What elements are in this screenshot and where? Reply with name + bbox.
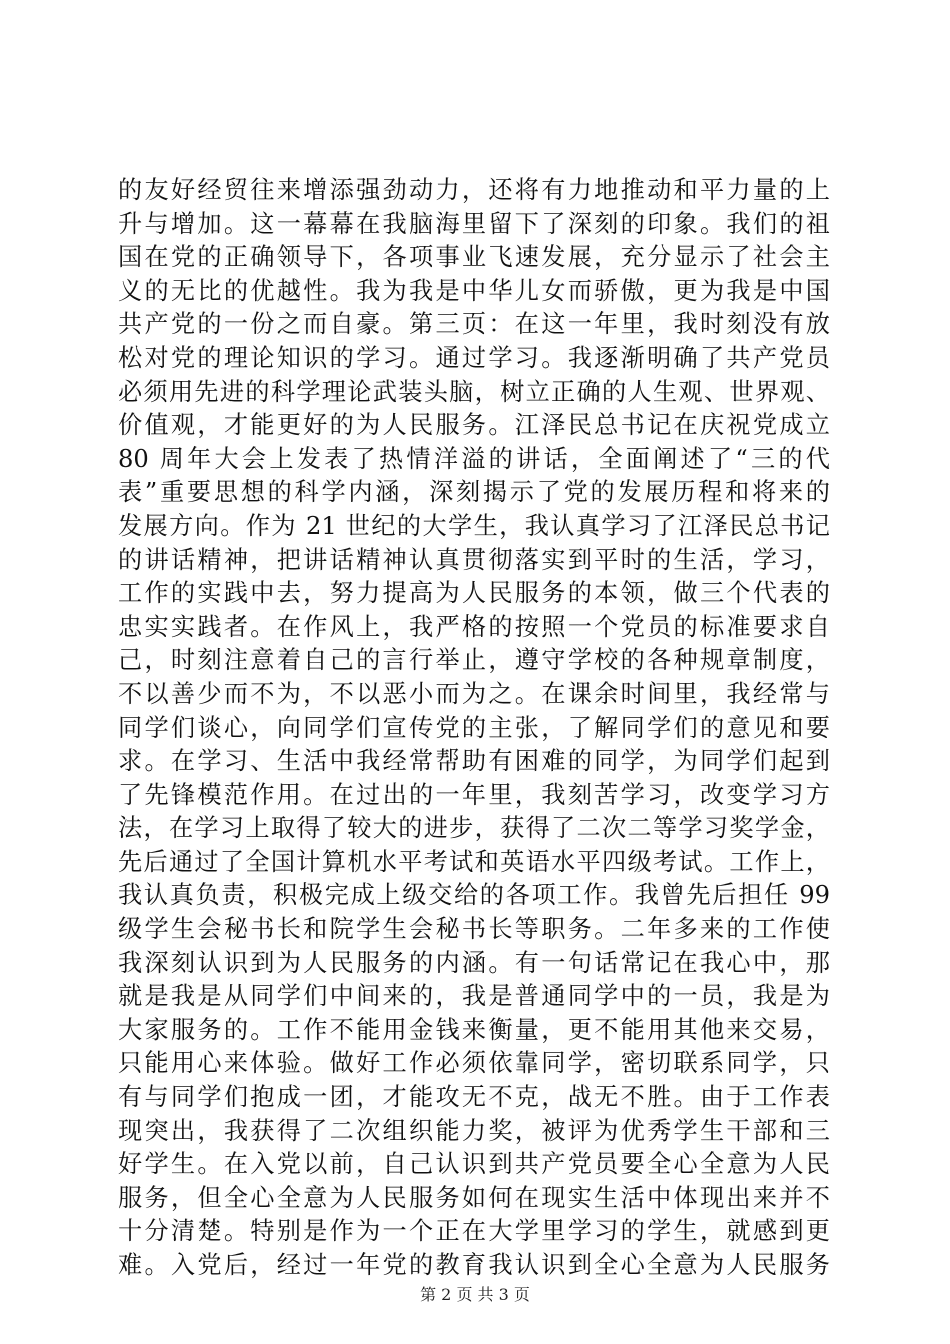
- text-line: 表”重要思想的科学内涵，深刻揭示了党的发展历程和将来的: [118, 478, 830, 507]
- text-line: 己，时刻注意着自己的言行举止，遵守学校的各种规章制度，: [118, 646, 830, 675]
- text-line: 发展方向。作为 21 世纪的大学生，我认真学习了江泽民总书记: [118, 511, 830, 540]
- text-line: 忠实实践者。在作风上，我严格的按照一个党员的标准要求自: [118, 612, 830, 641]
- text-line: 不以善少而不为，不以恶小而为之。在课余时间里，我经常与: [118, 679, 830, 708]
- text-line: 松对党的理论知识的学习。通过学习。我逐渐明确了共产党员: [118, 343, 830, 372]
- text-line: 现突出，我获得了二次组织能力奖，被评为优秀学生干部和三: [118, 1116, 830, 1145]
- text-line: 好学生。在入党以前，自己认识到共产党员要全心全意为人民: [118, 1150, 830, 1179]
- text-line: 十分清楚。特别是作为一个正在大学里学习的学生，就感到更: [118, 1217, 830, 1246]
- body-text: [118, 174, 830, 1283]
- text-line: 国在党的正确领导下，各项事业飞速发展，充分显示了社会主: [118, 243, 830, 272]
- text-line: 升与增加。这一幕幕在我脑海里留下了深刻的印象。我们的祖: [118, 209, 830, 238]
- page-number-label: 第 2 页 共 3 页: [420, 1285, 530, 1304]
- text-line: 了先锋模范作用。在过出的一年里，我刻苦学习，改变学习方: [118, 780, 830, 809]
- text-line: 法，在学习上取得了较大的进步，获得了二次二等学习奖学金，: [118, 814, 830, 843]
- text-line: 有与同学们抱成一团，才能攻无不克，战无不胜。由于工作表: [118, 1083, 830, 1112]
- text-line: 求。在学习、生活中我经常帮助有困难的同学，为同学们起到: [118, 747, 830, 776]
- page-footer: [0, 1284, 950, 1306]
- text-line: 难。入党后，经过一年党的教育我认识到全心全意为人民服务: [118, 1251, 830, 1279]
- text-line: 的友好经贸往来增添强劲动力，还将有力地推动和平力量的上: [118, 176, 830, 204]
- text-line: 级学生会秘书长和院学生会秘书长等职务。二年多来的工作使: [118, 915, 830, 944]
- text-line: 价值观，才能更好的为人民服务。江泽民总书记在庆祝党成立: [118, 411, 830, 440]
- text-line: 大家服务的。工作不能用金钱来衡量，更不能用其他来交易，: [118, 1015, 830, 1044]
- text-line: 义的无比的优越性。我为我是中华儿女而骄傲，更为我是中国: [118, 276, 830, 305]
- text-line: 就是我是从同学们中间来的，我是普通同学中的一员，我是为: [118, 982, 830, 1011]
- text-line: 先后通过了全国计算机水平考试和英语水平四级考试。工作上，: [118, 847, 830, 876]
- text-line: 工作的实践中去，努力提高为人民服务的本领，做三个代表的: [118, 579, 830, 608]
- text-line: 共产党的一份之而自豪。第三页：在这一年里，我时刻没有放: [118, 310, 830, 339]
- text-line: 必须用先进的科学理论武装头脑，树立正确的人生观、世界观、: [118, 377, 830, 406]
- text-line: 的讲话精神，把讲话精神认真贯彻落实到平时的生活，学习，: [118, 545, 830, 574]
- text-line: 我认真负责，积极完成上级交给的各项工作。我曾先后担任 99: [118, 881, 830, 910]
- text-line: 我深刻认识到为人民服务的内涵。有一句话常记在我心中，那: [118, 948, 830, 977]
- text-line: 只能用心来体验。做好工作必须依靠同学，密切联系同学，只: [118, 1049, 830, 1078]
- text-line: 同学们谈心，向同学们宣传党的主张，了解同学们的意见和要: [118, 713, 830, 742]
- text-line: 服务，但全心全意为人民服务如何在现实生活中体现出来并不: [118, 1183, 830, 1212]
- text-line: 80 周年大会上发表了热情洋溢的讲话，全面阐述了“三的代: [118, 444, 830, 473]
